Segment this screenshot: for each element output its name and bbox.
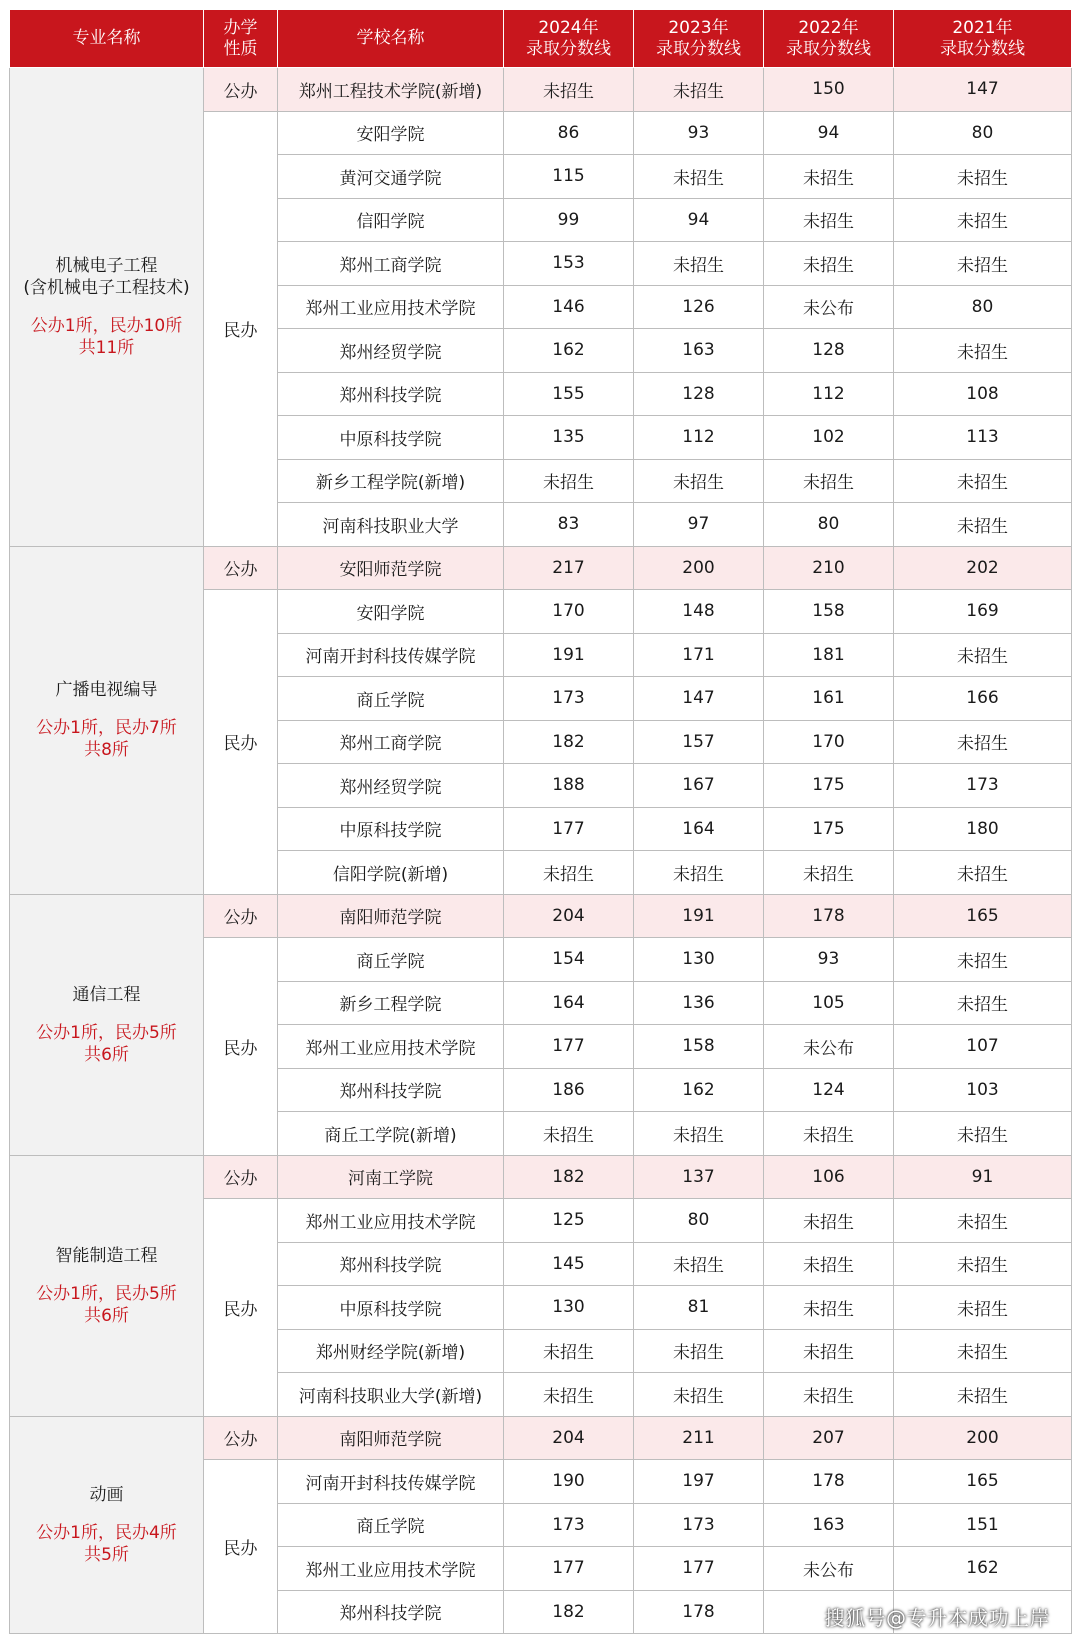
score-y2023: 112 <box>634 416 764 460</box>
score-y2021: 未招生 <box>894 938 1072 982</box>
score-y2021: 147 <box>894 68 1072 112</box>
major-name: 广播电视编导 <box>55 680 158 700</box>
score-y2024: 未招生 <box>504 68 634 112</box>
score-y2022: 161 <box>764 677 894 721</box>
score-y2021: 未招生 <box>894 1373 1072 1417</box>
nature-public: 公办 <box>204 68 278 112</box>
school-name: 商丘学院 <box>278 677 504 721</box>
score-y2023: 128 <box>634 372 764 416</box>
score-y2021: 107 <box>894 1025 1072 1069</box>
major-name: 动画 <box>89 1484 124 1505</box>
score-y2023: 164 <box>634 807 764 851</box>
nature-public: 公办 <box>204 1416 278 1460</box>
score-y2021: 80 <box>894 111 1072 155</box>
score-y2024: 155 <box>504 372 634 416</box>
major-school-count: 公办1所，民办4所 <box>36 1522 177 1543</box>
score-y2023: 未招生 <box>634 1242 764 1286</box>
school-name: 新乡工程学院(新增) <box>278 459 504 503</box>
score-y2021: 未招生 <box>894 329 1072 373</box>
score-y2021: 169 <box>894 590 1072 634</box>
score-y2023: 157 <box>634 720 764 764</box>
major-school-total: 共5所 <box>84 1544 129 1565</box>
score-y2021: 113 <box>894 416 1072 460</box>
score-y2022: 未公布 <box>764 1025 894 1069</box>
score-y2022: 未招生 <box>764 198 894 242</box>
school-name: 商丘学院 <box>278 1503 504 1547</box>
score-y2024: 未招生 <box>504 459 634 503</box>
score-y2024: 未招生 <box>504 851 634 895</box>
score-y2021: 未招生 <box>894 1199 1072 1243</box>
school-name: 郑州工程技术学院(新增) <box>278 68 504 112</box>
score-y2022: 170 <box>764 720 894 764</box>
score-y2024: 未招生 <box>504 1329 634 1373</box>
nature-private: 民办 <box>204 111 278 546</box>
score-y2021: 166 <box>894 677 1072 721</box>
school-name: 郑州科技学院 <box>278 372 504 416</box>
score-y2023: 136 <box>634 981 764 1025</box>
score-y2022: 94 <box>764 111 894 155</box>
score-y2022: 178 <box>764 894 894 938</box>
table-row <box>10 546 1072 590</box>
score-y2022: 105 <box>764 981 894 1025</box>
score-y2024: 未招生 <box>504 1112 634 1156</box>
score-y2021: 165 <box>894 894 1072 938</box>
score-y2024: 182 <box>504 720 634 764</box>
score-y2024: 115 <box>504 155 634 199</box>
header-2022: 2022年 录取分数线 <box>764 10 894 68</box>
score-y2022: 未招生 <box>764 459 894 503</box>
nature-private: 民办 <box>204 1199 278 1417</box>
score-y2023: 97 <box>634 503 764 547</box>
score-y2024: 188 <box>504 764 634 808</box>
score-y2023: 81 <box>634 1286 764 1330</box>
score-y2023: 未招生 <box>634 68 764 112</box>
score-y2024: 未招生 <box>504 1373 634 1417</box>
table-body <box>10 68 1072 1634</box>
score-y2023: 178 <box>634 1590 764 1634</box>
score-y2023: 148 <box>634 590 764 634</box>
school-name: 郑州科技学院 <box>278 1068 504 1112</box>
school-name: 黄河交通学院 <box>278 155 504 199</box>
score-y2021: 未招生 <box>894 1286 1072 1330</box>
score-y2021: 162 <box>894 1547 1072 1591</box>
score-y2023: 177 <box>634 1547 764 1591</box>
score-y2024: 146 <box>504 285 634 329</box>
score-y2022: 150 <box>764 68 894 112</box>
score-y2022: 207 <box>764 1416 894 1460</box>
nature-public: 公办 <box>204 894 278 938</box>
score-y2022: 80 <box>764 503 894 547</box>
school-name: 中原科技学院 <box>278 1286 504 1330</box>
major-cell <box>10 894 204 1155</box>
score-y2021: 80 <box>894 285 1072 329</box>
score-y2024: 191 <box>504 633 634 677</box>
score-y2021: 165 <box>894 1460 1072 1504</box>
score-y2023: 未招生 <box>634 1112 764 1156</box>
table-header <box>10 10 1072 68</box>
score-y2021: 151 <box>894 1503 1072 1547</box>
major-school-total: 共6所 <box>84 1044 129 1065</box>
score-y2023: 未招生 <box>634 155 764 199</box>
school-name: 河南开封科技传媒学院 <box>278 1460 504 1504</box>
school-name: 信阳学院 <box>278 198 504 242</box>
score-y2023: 94 <box>634 198 764 242</box>
score-y2024: 135 <box>504 416 634 460</box>
school-name: 郑州工商学院 <box>278 242 504 286</box>
score-y2023: 130 <box>634 938 764 982</box>
school-name: 郑州工业应用技术学院 <box>278 285 504 329</box>
score-y2023: 126 <box>634 285 764 329</box>
score-y2024: 177 <box>504 807 634 851</box>
score-y2022: 未公布 <box>764 1547 894 1591</box>
score-y2023: 171 <box>634 633 764 677</box>
score-y2024: 153 <box>504 242 634 286</box>
score-y2022: 124 <box>764 1068 894 1112</box>
school-name: 新乡工程学院 <box>278 981 504 1025</box>
score-y2022: 163 <box>764 1503 894 1547</box>
school-name: 河南科技职业大学 <box>278 503 504 547</box>
school-name: 郑州科技学院 <box>278 1590 504 1634</box>
score-y2022: 210 <box>764 546 894 590</box>
school-name: 中原科技学院 <box>278 416 504 460</box>
major-name: 机械电子工程 <box>55 255 158 276</box>
score-y2022: 112 <box>764 372 894 416</box>
score-y2023: 93 <box>634 111 764 155</box>
score-y2024: 182 <box>504 1155 634 1199</box>
header-2023: 2023年 录取分数线 <box>634 10 764 68</box>
score-y2024: 154 <box>504 938 634 982</box>
table-row <box>10 1155 1072 1199</box>
score-y2022: 未公布 <box>764 285 894 329</box>
score-y2022: 181 <box>764 633 894 677</box>
score-y2024: 145 <box>504 1242 634 1286</box>
score-y2021: 202 <box>894 546 1072 590</box>
score-y2024: 186 <box>504 1068 634 1112</box>
score-y2023: 未招生 <box>634 1373 764 1417</box>
header-nature: 办学 性质 <box>204 10 278 68</box>
score-y2023: 未招生 <box>634 1329 764 1373</box>
score-y2024: 204 <box>504 1416 634 1460</box>
score-y2021: 108 <box>894 372 1072 416</box>
score-y2021: 103 <box>894 1068 1072 1112</box>
school-name: 郑州经贸学院 <box>278 329 504 373</box>
table-row <box>10 68 1072 112</box>
score-y2022: 未招生 <box>764 1373 894 1417</box>
school-name: 河南工学院 <box>278 1155 504 1199</box>
score-y2022: 未招生 <box>764 155 894 199</box>
score-y2023: 173 <box>634 1503 764 1547</box>
score-y2023: 162 <box>634 1068 764 1112</box>
school-name: 南阳师范学院 <box>278 1416 504 1460</box>
school-name: 商丘工学院(新增) <box>278 1112 504 1156</box>
school-name: 安阳学院 <box>278 590 504 634</box>
nature-private: 民办 <box>204 1460 278 1634</box>
score-y2023: 163 <box>634 329 764 373</box>
score-y2022: 106 <box>764 1155 894 1199</box>
score-y2024: 177 <box>504 1025 634 1069</box>
school-name: 河南科技职业大学(新增) <box>278 1373 504 1417</box>
score-y2024: 217 <box>504 546 634 590</box>
table-row <box>10 1416 1072 1460</box>
score-y2023: 80 <box>634 1199 764 1243</box>
score-y2024: 204 <box>504 894 634 938</box>
score-y2021: 未招生 <box>894 720 1072 764</box>
major-cell <box>10 1416 204 1634</box>
score-y2024: 164 <box>504 981 634 1025</box>
score-y2022: 93 <box>764 938 894 982</box>
score-y2024: 162 <box>504 329 634 373</box>
score-y2023: 167 <box>634 764 764 808</box>
score-y2021: 未招生 <box>894 459 1072 503</box>
score-y2021: 未招生 <box>894 1242 1072 1286</box>
header-major: 专业名称 <box>10 10 204 68</box>
major-cell <box>10 1155 204 1416</box>
score-y2023: 211 <box>634 1416 764 1460</box>
school-name: 郑州财经学院(新增) <box>278 1329 504 1373</box>
score-y2024: 170 <box>504 590 634 634</box>
school-name: 郑州工业应用技术学院 <box>278 1547 504 1591</box>
major-school-count: 公办1所，民办10所 <box>30 315 183 336</box>
score-y2022: 175 <box>764 807 894 851</box>
school-name: 中原科技学院 <box>278 807 504 851</box>
major-school-count: 公办1所，民办5所 <box>36 1283 177 1304</box>
school-name: 郑州经贸学院 <box>278 764 504 808</box>
score-y2022: 128 <box>764 329 894 373</box>
score-y2022: 未招生 <box>764 242 894 286</box>
score-y2024: 173 <box>504 1503 634 1547</box>
school-name: 南阳师范学院 <box>278 894 504 938</box>
nature-private: 民办 <box>204 938 278 1156</box>
score-y2024: 99 <box>504 198 634 242</box>
score-y2024: 173 <box>504 677 634 721</box>
score-y2022: 未招生 <box>764 1286 894 1330</box>
score-y2023: 未招生 <box>634 459 764 503</box>
score-y2023: 未招生 <box>634 242 764 286</box>
major-cell <box>10 546 204 894</box>
score-y2024: 125 <box>504 1199 634 1243</box>
admission-score-table <box>9 9 1072 1634</box>
header-school: 学校名称 <box>278 10 504 68</box>
major-school-count: 公办1所，民办7所 <box>36 718 177 738</box>
score-y2021: 200 <box>894 1416 1072 1460</box>
score-y2021: 未招生 <box>894 851 1072 895</box>
major-subtitle: (含机械电子工程技术) <box>23 277 190 298</box>
school-name: 郑州工业应用技术学院 <box>278 1199 504 1243</box>
school-name: 商丘学院 <box>278 938 504 982</box>
school-name: 安阳学院 <box>278 111 504 155</box>
score-y2021: 180 <box>894 807 1072 851</box>
major-school-count: 公办1所，民办5所 <box>36 1022 177 1043</box>
header-2024: 2024年 录取分数线 <box>504 10 634 68</box>
score-y2021: 未招生 <box>894 503 1072 547</box>
major-school-total: 共6所 <box>84 1305 129 1326</box>
score-y2023: 200 <box>634 546 764 590</box>
score-y2021: 未招生 <box>894 242 1072 286</box>
nature-public: 公办 <box>204 546 278 590</box>
score-y2021: 未招生 <box>894 198 1072 242</box>
score-y2022: 175 <box>764 764 894 808</box>
score-y2024: 130 <box>504 1286 634 1330</box>
score-y2022: 未招生 <box>764 1242 894 1286</box>
school-name: 安阳师范学院 <box>278 546 504 590</box>
score-y2023: 191 <box>634 894 764 938</box>
major-cell <box>10 68 204 547</box>
score-y2021: 173 <box>894 764 1072 808</box>
score-y2024: 86 <box>504 111 634 155</box>
score-y2024: 190 <box>504 1460 634 1504</box>
school-name: 信阳学院(新增) <box>278 851 504 895</box>
score-y2021: 91 <box>894 1155 1072 1199</box>
school-name: 郑州工业应用技术学院 <box>278 1025 504 1069</box>
score-y2022: 158 <box>764 590 894 634</box>
school-name: 郑州科技学院 <box>278 1242 504 1286</box>
table-row <box>10 894 1072 938</box>
nature-public: 公办 <box>204 1155 278 1199</box>
score-y2022: 未招生 <box>764 1199 894 1243</box>
major-name: 智能制造工程 <box>55 1245 158 1266</box>
major-school-total: 共11所 <box>78 337 135 358</box>
score-y2021: 未招生 <box>894 1329 1072 1373</box>
score-y2022: 未招生 <box>764 1329 894 1373</box>
major-school-total: 共8所 <box>84 740 129 760</box>
score-y2021: 未招生 <box>894 981 1072 1025</box>
score-y2022: 未招生 <box>764 1112 894 1156</box>
major-name: 通信工程 <box>72 984 141 1005</box>
score-y2023: 147 <box>634 677 764 721</box>
score-y2022: 102 <box>764 416 894 460</box>
score-y2024: 177 <box>504 1547 634 1591</box>
school-name: 郑州工商学院 <box>278 720 504 764</box>
header-2021: 2021年 录取分数线 <box>894 10 1072 68</box>
score-y2024: 182 <box>504 1590 634 1634</box>
score-y2022: 178 <box>764 1460 894 1504</box>
score-y2023: 197 <box>634 1460 764 1504</box>
score-y2024: 83 <box>504 503 634 547</box>
score-y2022: 未招生 <box>764 851 894 895</box>
score-y2021: 未招生 <box>894 155 1072 199</box>
score-y2023: 未招生 <box>634 851 764 895</box>
score-y2021: 未招生 <box>894 633 1072 677</box>
score-y2021: 未招生 <box>894 1112 1072 1156</box>
nature-private: 民办 <box>204 590 278 895</box>
school-name: 河南开封科技传媒学院 <box>278 633 504 677</box>
score-y2023: 137 <box>634 1155 764 1199</box>
score-y2023: 158 <box>634 1025 764 1069</box>
watermark-text: 搜狐号@专升本成功上岸 <box>824 1606 1050 1630</box>
